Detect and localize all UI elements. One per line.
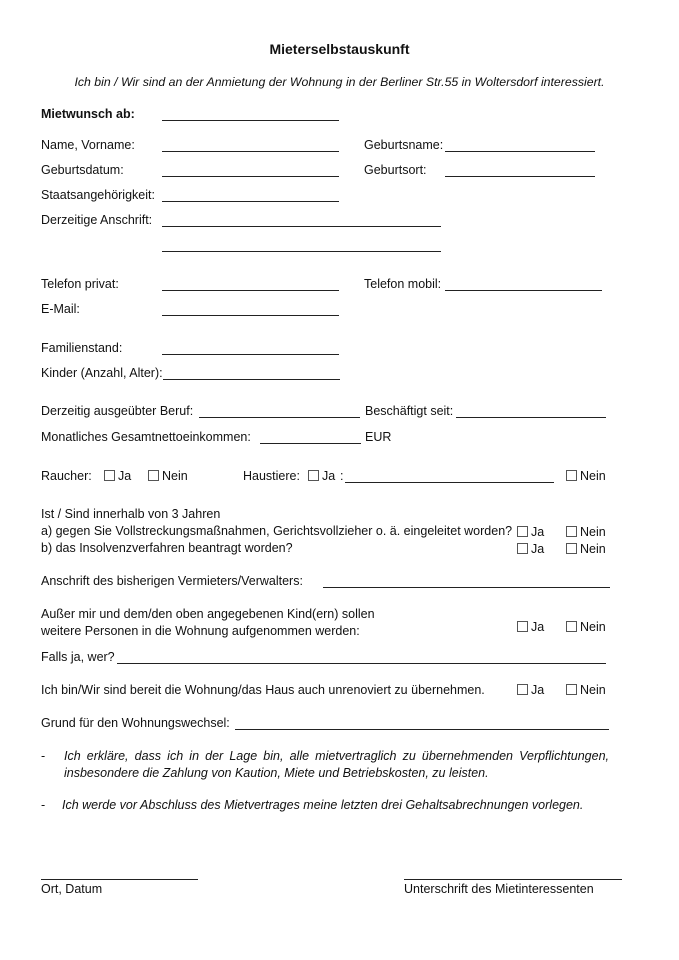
unrenoviert-label: Ich bin/Wir sind bereit die Wohnung/das Haus auch unrenoviert zu übernehmen. [41, 683, 485, 697]
falls-label: Falls ja, wer? [41, 650, 115, 664]
anschrift-field-1[interactable] [162, 226, 441, 227]
beruf-field[interactable] [199, 417, 360, 418]
ort-datum-line[interactable] [41, 879, 198, 880]
declaration-2: Ich werde vor Abschluss des Mietvertrages meine letzten drei Gehaltsabrechnungen vorlegen. [62, 798, 584, 812]
unterschrift-line[interactable] [404, 879, 622, 880]
mietwunsch-field[interactable] [162, 120, 339, 121]
unrenoviert-ja-label: Ja [531, 683, 545, 697]
haustiere-ja-checkbox[interactable] [308, 470, 319, 481]
unrenoviert-nein-checkbox[interactable] [566, 684, 577, 695]
haustiere-nein-label: Nein [580, 469, 606, 483]
declaration-1: Ich erkläre, dass ich in der Lage bin, alle mietvertraglich zu übernehmenden Verpflichtungen, insbesondere die Zahlung von Kaution, Miete und Betriebskosten, zu leisten. [64, 749, 609, 780]
vollstreckung-nein-checkbox[interactable] [566, 526, 577, 537]
insolvenz-label: b) das Insolvenzverfahren beantragt worden? [41, 541, 293, 555]
haustiere-label: Haustiere: [243, 469, 300, 483]
raucher-ja-checkbox[interactable] [104, 470, 115, 481]
kinder-field[interactable] [163, 379, 340, 380]
anschrift-label: Derzeitige Anschrift: [41, 213, 153, 227]
geburtsname-label: Geburtsname: [364, 138, 444, 152]
staat-label: Staatsangehörigkeit: [41, 188, 155, 202]
insolvenz-nein-label: Nein [580, 542, 606, 556]
declaration-bullet-1: - [41, 749, 46, 763]
geburtsort-field[interactable] [445, 176, 595, 177]
falls-field[interactable] [117, 663, 606, 664]
personen-ja-checkbox[interactable] [517, 621, 528, 632]
name-label: Name, Vorname: [41, 138, 135, 152]
raucher-ja-label: Ja [118, 469, 132, 483]
einkommen-field[interactable] [260, 443, 361, 444]
vollstreckung-label: a) gegen Sie Vollstreckungsmaßnahmen, Gerichtsvollzieher o. ä. eingeleitet worden? [41, 524, 513, 538]
vollstreckung-ja-checkbox[interactable] [517, 526, 528, 537]
haustiere-colon: : [340, 469, 344, 483]
geburtsdatum-label: Geburtsdatum: [41, 163, 124, 177]
email-field[interactable] [162, 315, 339, 316]
ort-datum-label: Ort, Datum [41, 882, 103, 896]
beschaeftigt-field[interactable] [456, 417, 606, 418]
insolvenz-nein-checkbox[interactable] [566, 543, 577, 554]
mietwunsch-label: Mietwunsch ab: [41, 107, 135, 121]
personen-label-1: Außer mir und dem/den oben angegebenen Kind(ern) sollen [41, 607, 375, 621]
unterschrift-label: Unterschrift des Mietinteressenten [404, 882, 594, 896]
email-label: E-Mail: [41, 302, 80, 316]
personen-nein-label: Nein [580, 620, 606, 634]
personen-ja-label: Ja [531, 620, 545, 634]
geburtsort-label: Geburtsort: [364, 163, 427, 177]
telefon-privat-label: Telefon privat: [41, 277, 119, 291]
name-field[interactable] [162, 151, 339, 152]
vermieter-field[interactable] [323, 587, 610, 588]
intro-text: Ich bin / Wir sind an der Anmietung der Wohnung in der Berliner Str.55 in Woltersdorf interessiert. [74, 75, 605, 89]
vollstreckung-nein-label: Nein [580, 525, 606, 539]
raucher-label: Raucher: [41, 469, 92, 483]
declaration-bullet-2: - [41, 798, 46, 812]
innerhalb-label: Ist / Sind innerhalb von 3 Jahren [41, 507, 221, 521]
telefon-privat-field[interactable] [162, 290, 339, 291]
haustiere-ja-label: Ja [322, 469, 336, 483]
beruf-label: Derzeitig ausgeübter Beruf: [41, 404, 194, 418]
personen-nein-checkbox[interactable] [566, 621, 577, 632]
insolvenz-ja-checkbox[interactable] [517, 543, 528, 554]
personen-label-2: weitere Personen in die Wohnung aufgenommen werden: [41, 624, 360, 638]
vollstreckung-ja-label: Ja [531, 525, 545, 539]
geburtsdatum-field[interactable] [162, 176, 339, 177]
telefon-mobil-field[interactable] [445, 290, 602, 291]
staat-field[interactable] [162, 201, 339, 202]
geburtsname-field[interactable] [445, 151, 595, 152]
einkommen-label: Monatliches Gesamtnettoeinkommen: [41, 430, 251, 444]
insolvenz-ja-label: Ja [531, 542, 545, 556]
document-title: Mieterselbstauskunft [269, 41, 410, 57]
unrenoviert-ja-checkbox[interactable] [517, 684, 528, 695]
haustiere-field[interactable] [345, 482, 554, 483]
familienstand-label: Familienstand: [41, 341, 123, 355]
telefon-mobil-label: Telefon mobil: [364, 277, 442, 291]
unrenoviert-nein-label: Nein [580, 683, 606, 697]
kinder-label: Kinder (Anzahl, Alter): [41, 366, 163, 380]
eur-label: EUR [365, 430, 392, 444]
vermieter-label: Anschrift des bisherigen Vermieters/Verwalters: [41, 574, 303, 588]
haustiere-nein-checkbox[interactable] [566, 470, 577, 481]
grund-label: Grund für den Wohnungswechsel: [41, 716, 230, 730]
familienstand-field[interactable] [162, 354, 339, 355]
grund-field[interactable] [235, 729, 609, 730]
beschaeftigt-label: Beschäftigt seit: [365, 404, 454, 418]
raucher-nein-checkbox[interactable] [148, 470, 159, 481]
raucher-nein-label: Nein [162, 469, 188, 483]
anschrift-field-2[interactable] [162, 251, 441, 252]
